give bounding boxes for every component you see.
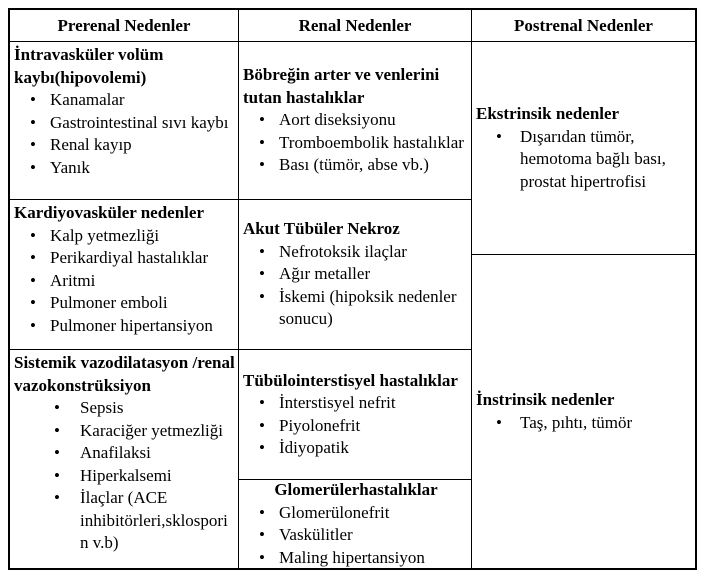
list-item-text: Bası (tümör, abse vb.) [279,155,429,175]
cell-bobrek-arter-ven [239,42,471,200]
list-item-text: Glomerülonefrit [279,502,390,522]
bullet-icon: • [259,415,265,435]
bullet-icon: • [30,157,36,177]
bullet-icon: • [30,293,36,312]
bullet-icon: • [259,241,265,261]
column-renal [239,10,472,568]
bullet-icon: • [30,135,36,154]
bullet-icon: • [259,502,265,522]
list-item-text: Hiperkalsemi [80,465,172,485]
list-item-text: Taş, pıhtı, tümör [520,412,633,432]
list-item [243,241,469,264]
list-item [14,397,236,420]
list-item-text: Sepsis [80,398,124,417]
column-header-postrenal: Postrenal Nedenler [472,10,695,42]
cell-title: İntravasküler volüm kaybı(hipovolemi) [14,45,164,87]
list-item-text: Perikardiyal hastalıklar [50,248,209,267]
column-prerenal [10,10,239,568]
list-item-text: Pulmoner emboli [50,293,168,312]
bullet-icon: • [54,443,60,462]
cell-title: Kardiyovasküler nedenler [14,203,204,222]
list-item-text: Kalp yetmezliği [50,225,160,245]
cell-akut-tubuler-nekroz [239,200,471,350]
cell-ekstrinsik-nedenler [472,42,695,255]
list-item [243,263,469,286]
list-item [243,286,469,331]
list-item-text: İskemi (hipoksik nedenler sonucu) [279,286,457,329]
cell-title: Akut Tübüler Nekroz [243,219,400,239]
list-item-text: İnterstisyel nefrit [279,393,396,412]
list-item-text: Ağır metaller [279,264,371,284]
cell-title: Glomerülerhastalıklar [274,480,438,499]
bullet-icon: • [259,547,265,567]
bullet-icon: • [54,465,60,485]
list-item-text: Anafilaksi [80,443,151,462]
list-item [243,437,469,460]
list-item [243,392,469,415]
list-item [243,154,469,177]
list-item [14,225,236,248]
list-item [14,157,236,180]
list-item-text: Nefrotoksik ilaçlar [279,241,407,261]
bullet-icon: • [259,155,265,175]
list-item [243,524,469,547]
bullet-icon: • [259,525,265,544]
bullet-icon: • [54,398,60,417]
list-item [243,502,469,525]
list-item [14,247,236,270]
column-postrenal [472,10,695,568]
list-item [14,89,236,112]
bullet-icon: • [259,438,265,457]
bullet-icon: • [259,286,265,306]
cell-tubulointerstisyel [239,350,471,480]
bullet-icon: • [54,420,60,440]
list-item [243,109,469,132]
bullet-icon: • [30,248,36,267]
cell-intravaskuler-volum-kaybi [10,42,238,200]
cell-sistemik-vazodilatasyon [10,350,238,568]
list-item-text: İdiyopatik [279,438,349,457]
bullet-icon: • [259,110,265,130]
bullet-icon: • [30,270,36,290]
list-item [14,112,236,135]
list-item-text: Gastrointestinal sıvı kaybı [50,112,229,132]
list-item [14,270,236,293]
list-item [14,134,236,157]
list-item-text: Vaskülitler [279,525,353,544]
list-item-text: Renal kayıp [50,135,132,154]
list-item-text: İlaçlar (ACE inhibitörleri,sklosporin v.b) [80,488,228,552]
cell-title: Tübülointerstisyel hastalıklar [243,370,458,390]
list-item-text: Karaciğer yetmezliği [80,420,224,440]
list-item [14,487,236,555]
bullet-icon: • [496,412,502,432]
cell-title: Böbreğin arter ve venlerini tutan hastalıklar [243,65,440,107]
bullet-icon: • [259,132,265,152]
list-item-text: Dışarıdan tümör, hemotoma bağlı bası, prostat hipertrofisi [520,126,666,191]
cell-glomeruler-hastaliklar [239,480,471,568]
list-item-text: Kanamalar [50,90,125,109]
bullet-icon: • [30,112,36,132]
list-item [14,315,236,338]
list-item [14,420,236,443]
list-item-text: Aritmi [50,270,96,290]
list-item-text: Aort diseksiyonu [279,110,396,130]
list-item-text: Tromboembolik hastalıklar [279,132,464,152]
cell-kardiyovaskuler-nedenler [10,200,238,350]
list-item-text: Yanık [50,157,90,177]
bullet-icon: • [30,225,36,245]
list-item [14,442,236,465]
cell-title: Ekstrinsik nedenler [476,104,620,123]
cell-title: Sistemik vazodilatasyon /renal vazokonstrüksiyon [14,353,235,395]
list-item [476,412,693,435]
column-header-prerenal: Prerenal Nedenler [10,10,238,42]
list-item-text: Piyolonefrit [279,415,361,435]
list-item-text: Pulmoner hipertansiyon [50,315,213,335]
renal-failure-causes-table [8,8,697,570]
cell-instrinsik-nedenler [472,255,695,568]
bullet-icon: • [30,90,36,109]
bullet-icon: • [496,126,502,146]
bullet-icon: • [30,315,36,335]
column-header-renal: Renal Nedenler [239,10,471,42]
list-item-text: Maling hipertansiyon [279,547,425,567]
list-item [243,132,469,155]
bullet-icon: • [54,488,60,507]
cell-title: İnstrinsik nedenler [476,390,615,409]
list-item [14,292,236,315]
list-item [243,415,469,438]
bullet-icon: • [259,264,265,284]
list-item [243,547,469,569]
list-item [14,465,236,488]
bullet-icon: • [259,393,265,412]
list-item [476,126,693,194]
